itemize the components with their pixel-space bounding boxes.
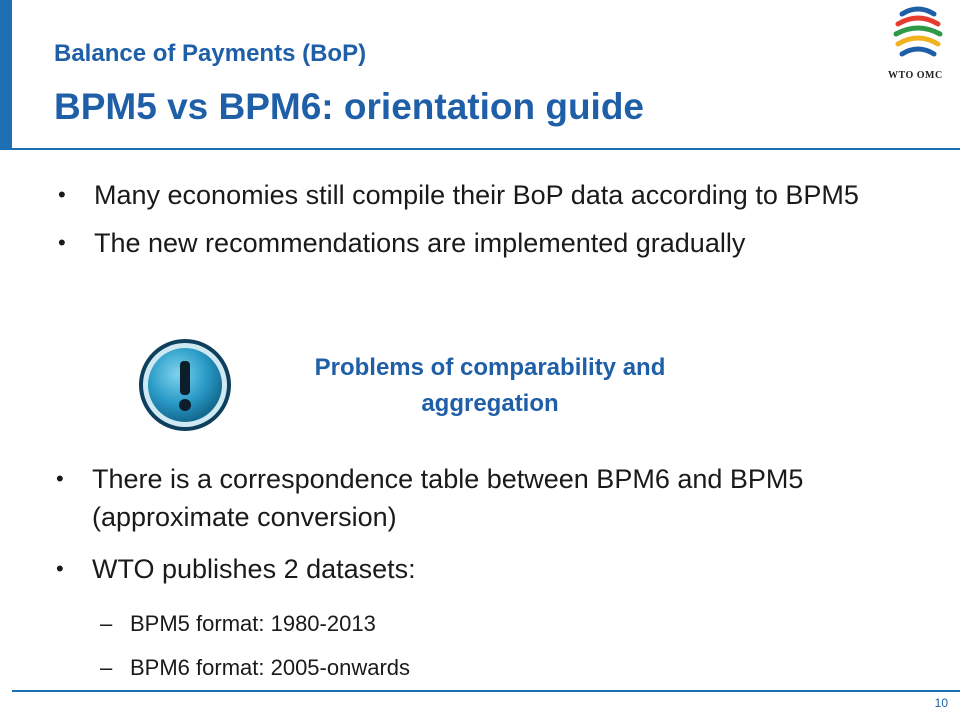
footer-divider xyxy=(12,690,960,692)
list-item: • The new recommendations are implemented gradually xyxy=(58,228,746,258)
slide-title: BPM5 vs BPM6: orientation guide xyxy=(54,86,645,127)
page-number: 10 xyxy=(934,696,948,710)
top-bullet-list xyxy=(58,176,928,262)
list-item: • Many economies still compile their BoP data according to BPM5 xyxy=(58,180,859,210)
callout-text: Problems of comparability and aggregation xyxy=(314,354,666,417)
exclamation-icon xyxy=(137,337,233,433)
list-item: – BPM6 format: 2005-onwards xyxy=(100,655,411,680)
sub-bullet-list xyxy=(100,610,410,682)
list-item: • There is a correspondence table between BPM6 and BPM5 (approximate conversion) xyxy=(56,464,804,532)
list-item: – BPM5 format: 1980-2013 xyxy=(100,611,376,636)
logo-text: WTO OMC xyxy=(888,70,943,81)
left-accent-bar xyxy=(0,0,12,150)
title-divider xyxy=(12,148,960,150)
bottom-bullet-list xyxy=(56,460,926,588)
list-item: • WTO publishes 2 datasets: xyxy=(56,554,416,584)
slide-subtitle: Balance of Payments (BoP) xyxy=(54,40,367,67)
